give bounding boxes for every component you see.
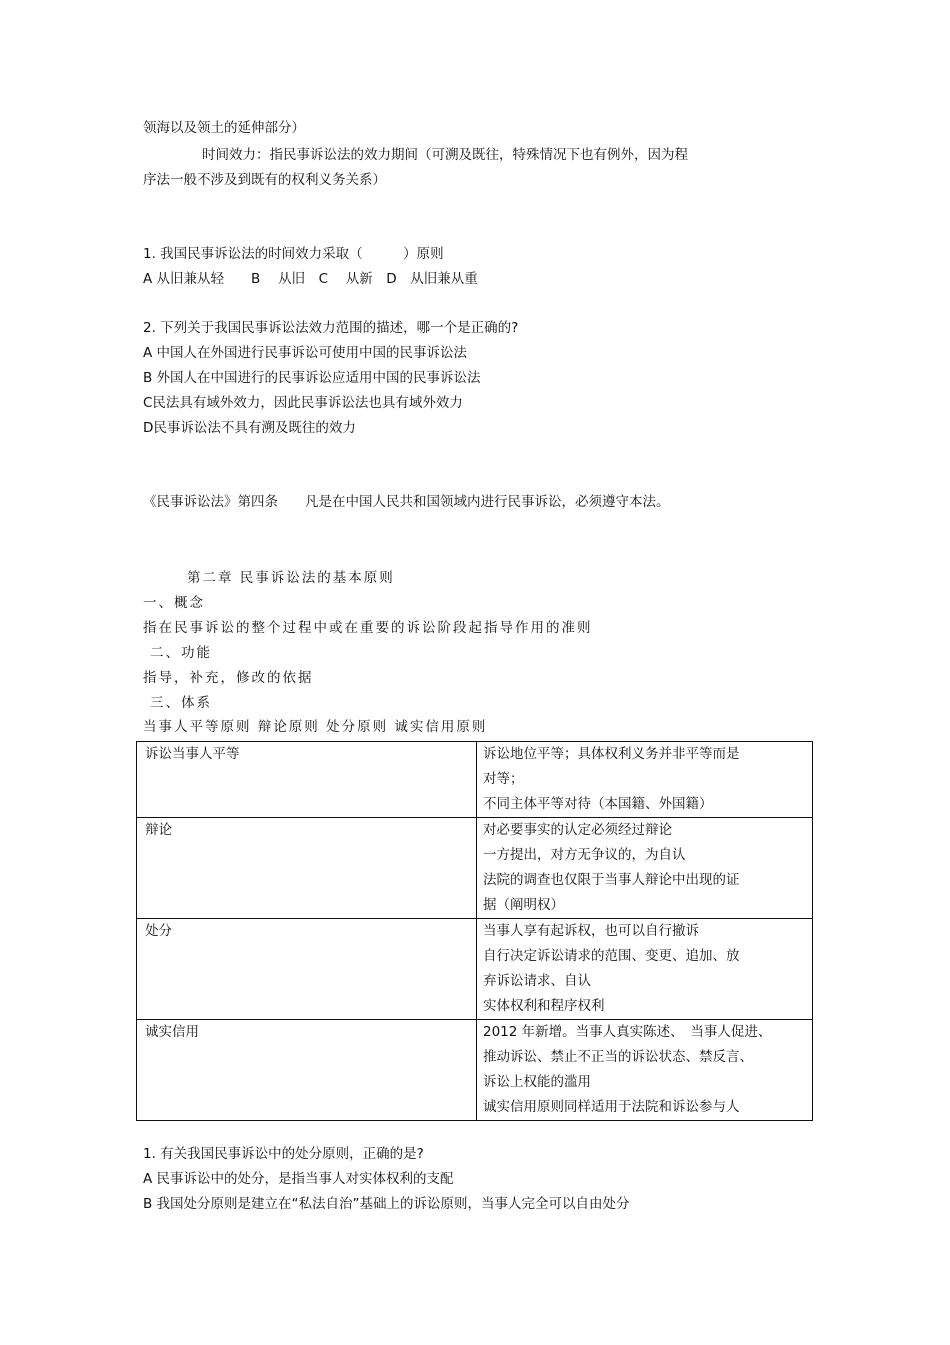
table-row bbox=[137, 919, 813, 1020]
question-stem: 1. 我国民事诉讼法的时间效力采取（ ）原则 bbox=[143, 246, 444, 262]
principle-description bbox=[477, 919, 813, 1020]
description-line: 对等； bbox=[483, 771, 524, 787]
principle-name: 诉讼当事人平等 bbox=[137, 742, 477, 818]
text-line: 时间效力：指民事诉讼法的效力期间（可溯及既往，特殊情况下也有例外，因为程 bbox=[202, 147, 688, 163]
section-heading: 三、体系 bbox=[150, 695, 212, 711]
description-line: 诉讼地位平等；具体权利义务并非平等而是 bbox=[483, 746, 740, 762]
question-option: D民事诉讼法不具有溯及既往的效力 bbox=[143, 420, 356, 436]
question-stem: 1. 有关我国民事诉讼中的处分原则，正确的是? bbox=[143, 1146, 424, 1162]
question-option: B 我国处分原则是建立在“私法自治”基础上的诉讼原则，当事人完全可以自由处分 bbox=[143, 1196, 630, 1212]
section-heading: 一、概念 bbox=[143, 595, 205, 611]
description-line: 自行决定诉讼请求的范围、变更、追加、放 bbox=[483, 948, 740, 964]
description-line: 当事人享有起诉权，也可以自行撤诉 bbox=[483, 923, 699, 939]
principle-description bbox=[477, 1020, 813, 1121]
text-line: 领海以及领土的延伸部分） bbox=[143, 120, 305, 136]
table-row bbox=[137, 818, 813, 919]
question-options: A 从旧兼从轻 B 从旧 C 从新 D 从旧兼从重 bbox=[143, 271, 478, 287]
principle-description bbox=[477, 742, 813, 818]
question-option: A 民事诉讼中的处分，是指当事人对实体权利的支配 bbox=[143, 1171, 454, 1187]
principle-name: 辩论 bbox=[137, 818, 477, 919]
principle-description bbox=[477, 818, 813, 919]
description-line: 诚实信用原则同样适用于法院和诉讼参与人 bbox=[483, 1099, 740, 1115]
table-row bbox=[137, 1020, 813, 1121]
description-line: 诉讼上权能的滥用 bbox=[483, 1074, 591, 1090]
question-option: A 中国人在外国进行民事诉讼可使用中国的民事诉讼法 bbox=[143, 345, 468, 361]
description-line: 推动诉讼、禁止不正当的诉讼状态、禁反言、 bbox=[483, 1049, 753, 1065]
description-line: 2012 年新增。当事人真实陈述、 当事人促进、 bbox=[483, 1024, 772, 1040]
description-line: 弃诉讼请求、自认 bbox=[483, 973, 591, 989]
table-row bbox=[137, 742, 813, 818]
section-text: 指在民事诉讼的整个过程中或在重要的诉讼阶段起指导作用的准则 bbox=[143, 620, 593, 636]
description-line: 不同主体平等对待（本国籍、外国籍） bbox=[483, 796, 713, 812]
principle-name: 诚实信用 bbox=[137, 1020, 477, 1121]
description-line: 一方提出，对方无争议的，为自认 bbox=[483, 847, 686, 863]
section-text: 指导，补充，修改的依据 bbox=[143, 670, 314, 686]
description-line: 据（阐明权） bbox=[483, 897, 564, 913]
principle-name: 处分 bbox=[137, 919, 477, 1020]
question-option: B 外国人在中国进行的民事诉讼应适用中国的民事诉讼法 bbox=[143, 370, 481, 386]
description-line: 对必要事实的认定必须经过辩论 bbox=[483, 822, 672, 838]
question-option: C民法具有域外效力，因此民事诉讼法也具有域外效力 bbox=[143, 395, 463, 411]
text-line: 序法一般不涉及到既有的权利义务关系） bbox=[143, 172, 386, 188]
chapter-title: 第二章 民事诉讼法的基本原则 bbox=[187, 570, 395, 586]
section-text: 当事人平等原则 辩论原则 处分原则 诚实信用原则 bbox=[143, 719, 488, 735]
section-heading: 二、功能 bbox=[150, 645, 212, 661]
principles-table bbox=[136, 741, 813, 1121]
description-line: 法院的调查也仅限于当事人辩论中出现的证 bbox=[483, 872, 740, 888]
law-article: 《民事诉讼法》第四条 凡是在中国人民共和国领域内进行民事诉讼，必须遵守本法。 bbox=[143, 494, 670, 510]
question-stem: 2. 下列关于我国民事诉讼法效力范围的描述，哪一个是正确的? bbox=[143, 320, 519, 336]
description-line: 实体权利和程序权利 bbox=[483, 998, 605, 1014]
